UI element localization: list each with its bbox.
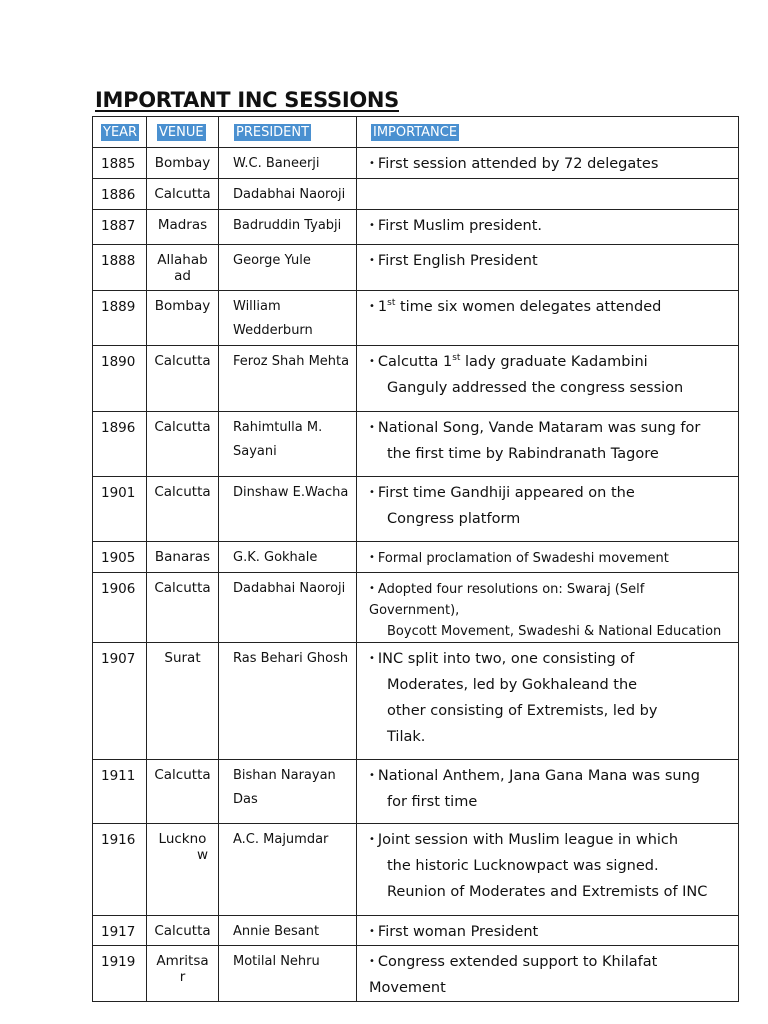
venue-cell: Calcutta: [147, 412, 219, 477]
venue-cell: Allahab ad: [147, 245, 219, 291]
table-row: [93, 946, 739, 1002]
venue-cell: Calcutta: [147, 179, 219, 210]
importance-cell: • 1st time six women delegates attended: [357, 291, 739, 346]
page-title: IMPORTANT INC SESSIONS: [95, 88, 399, 112]
president-cell: Dinshaw E.Wacha: [219, 477, 357, 542]
importance-cell: • First time Gandhiji appeared on the Congress platform: [357, 477, 739, 542]
year-cell: 1917: [93, 916, 147, 946]
venue-cell: Madras: [147, 210, 219, 245]
table-row: [93, 542, 739, 573]
year-cell: 1887: [93, 210, 147, 245]
venue-cell: Amritsa r: [147, 946, 219, 1002]
table-row: [93, 916, 739, 946]
president-cell: Motilal Nehru: [219, 946, 357, 1002]
president-cell: Ras Behari Ghosh: [219, 643, 357, 760]
year-cell: 1905: [93, 542, 147, 573]
venue-cell: Calcutta: [147, 477, 219, 542]
importance-cell: • National Song, Vande Mataram was sung for the first time by Rabindranath Tagore: [357, 412, 739, 477]
venue-cell: Bombay: [147, 291, 219, 346]
president-cell: William Wedderburn: [219, 291, 357, 346]
importance-cell: • INC split into two, one consisting of Moderates, led by Gokhaleand the other consisting of Extremists, led by Tilak.: [357, 643, 739, 760]
year-cell: 1889: [93, 291, 147, 346]
year-cell: 1901: [93, 477, 147, 542]
importance-cell: • First English President: [357, 245, 739, 291]
table-header-row: [93, 117, 739, 148]
year-cell: 1907: [93, 643, 147, 760]
president-cell: Dadabhai Naoroji: [219, 179, 357, 210]
importance-cell: • First Muslim president.: [357, 210, 739, 245]
importance-cell: • National Anthem, Jana Gana Mana was sung for first time: [357, 760, 739, 824]
column-header-venue: VENUE: [147, 117, 219, 148]
importance-cell: • First woman President: [357, 916, 739, 946]
table-row: [93, 346, 739, 412]
venue-cell: Banaras: [147, 542, 219, 573]
table-row: [93, 643, 739, 760]
table-row: [93, 824, 739, 916]
year-cell: 1919: [93, 946, 147, 1002]
table-row: [93, 412, 739, 477]
table-row: [93, 291, 739, 346]
year-cell: 1888: [93, 245, 147, 291]
importance-cell: [357, 179, 739, 210]
column-header-year: YEAR: [93, 117, 147, 148]
president-cell: Bishan Narayan Das: [219, 760, 357, 824]
venue-cell: Calcutta: [147, 916, 219, 946]
column-header-importance: IMPORTANCE: [357, 117, 739, 148]
president-cell: W.C. Baneerji: [219, 148, 357, 179]
importance-cell: • Joint session with Muslim league in which the historic Lucknowpact was signed. Reunion of Moderates and Extremists of INC: [357, 824, 739, 916]
venue-cell: Bombay: [147, 148, 219, 179]
year-cell: 1906: [93, 573, 147, 643]
table-row: [93, 179, 739, 210]
president-cell: Feroz Shah Mehta: [219, 346, 357, 412]
importance-cell: • Congress extended support to Khilafat Movement: [357, 946, 739, 1002]
inc-sessions-table: [92, 116, 739, 1002]
year-cell: 1896: [93, 412, 147, 477]
president-cell: Badruddin Tyabji: [219, 210, 357, 245]
year-cell: 1886: [93, 179, 147, 210]
venue-cell: Calcutta: [147, 346, 219, 412]
table-row: [93, 148, 739, 179]
table-row: [93, 760, 739, 824]
importance-cell: • First session attended by 72 delegates: [357, 148, 739, 179]
table-row: [93, 245, 739, 291]
venue-cell: Surat: [147, 643, 219, 760]
venue-cell: Luckno w: [147, 824, 219, 916]
year-cell: 1911: [93, 760, 147, 824]
importance-cell: • Calcutta 1st lady graduate Kadambini Ganguly addressed the congress session: [357, 346, 739, 412]
year-cell: 1885: [93, 148, 147, 179]
president-cell: George Yule: [219, 245, 357, 291]
president-cell: G.K. Gokhale: [219, 542, 357, 573]
year-cell: 1916: [93, 824, 147, 916]
importance-cell: • Formal proclamation of Swadeshi movement: [357, 542, 739, 573]
president-cell: Dadabhai Naoroji: [219, 573, 357, 643]
importance-cell: • Adopted four resolutions on: Swaraj (Self Government), Boycott Movement, Swadeshi & National Education: [357, 573, 739, 643]
venue-cell: Calcutta: [147, 573, 219, 643]
president-cell: Rahimtulla M. Sayani: [219, 412, 357, 477]
table-row: [93, 477, 739, 542]
president-cell: Annie Besant: [219, 916, 357, 946]
table-row: [93, 573, 739, 643]
column-header-president: PRESIDENT: [219, 117, 357, 148]
year-cell: 1890: [93, 346, 147, 412]
venue-cell: Calcutta: [147, 760, 219, 824]
president-cell: A.C. Majumdar: [219, 824, 357, 916]
table-row: [93, 210, 739, 245]
